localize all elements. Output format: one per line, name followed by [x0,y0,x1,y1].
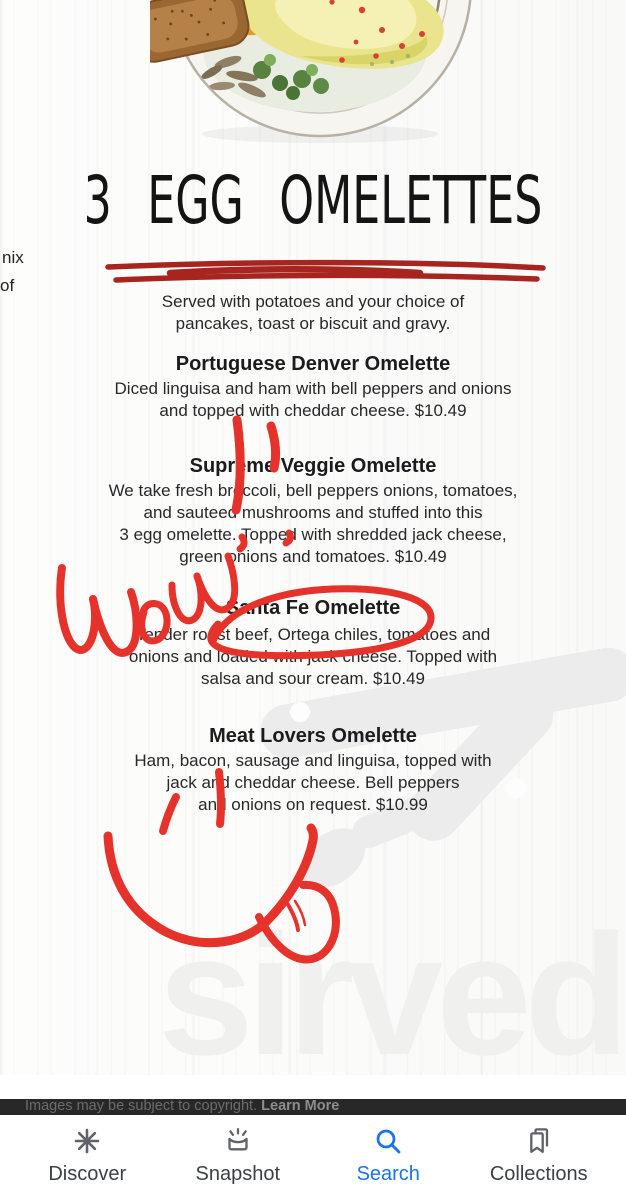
menu-item-desc-line: and onions on request. $10.99 [198,795,428,814]
menu-subtitle-line: Served with potatoes and your choice of [161,292,465,311]
adjacent-page-text-fragment: nix [2,248,24,267]
nav-label: Snapshot [195,1163,280,1185]
menu-item-desc-line: Diced linguisa and ham with bell peppers and onions [114,379,512,398]
menu-item-name: Santa Fe Omelette [225,597,401,619]
menu-subtitle-line: pancakes, toast or biscuit and gravy. [175,314,451,333]
menu-section-title: 3 EGG OMELETTES [83,162,543,239]
bottom-navigation-bar [0,1115,626,1200]
omelette-plate-photo [150,0,486,150]
discover-asterisk-icon [72,1124,102,1158]
menu-item-desc-line: We take fresh broccoli, bell peppers onions, tomatoes, [108,481,518,500]
snapshot-badge-icon [223,1124,253,1158]
menu-item-desc-line: Ham, bacon, sausage and linguisa, topped with [134,751,492,770]
nav-tab-search[interactable] [313,1115,464,1186]
menu-item-desc-line: and topped with cheddar cheese. $10.49 [159,401,467,420]
copyright-text: Images may be subject to copyright. Learn More [25,1099,340,1114]
menu-item-desc-line: green onions and tomatoes. $10.49 [179,547,447,566]
menu-item-name: Meat Lovers Omelette [209,725,417,747]
nav-tab-collections[interactable] [464,1115,615,1186]
menu-item-name: Portuguese Denver Omelette [175,353,451,375]
menu-item-desc-line: 3 egg omelette. Topped with shredded jack cheese, [119,525,507,544]
learn-more-link[interactable]: Learn More [261,1099,340,1114]
menu-item-desc-line: Tender roast beef, Ortega chiles, tomatoes and [135,625,491,644]
nav-tab-snapshot[interactable] [163,1115,314,1186]
menu-item-desc-line: onions and loaded with jack cheese. Topped with [128,647,498,666]
search-icon [373,1124,403,1158]
nav-label: Search [356,1163,420,1185]
nav-tab-discover[interactable] [12,1115,163,1186]
menu-item-name: Supreme Veggie Omelette [189,455,437,477]
copyright-bar [0,1099,626,1115]
menu-item-desc-line: and sauteed mushrooms and stuffed into this [143,503,483,522]
collections-bookmark-icon [524,1124,554,1158]
menu-item-desc-line: jack and cheddar cheese. Bell peppers [166,773,460,792]
adjacent-page-text-fragment: of [0,276,15,295]
menu-item-desc-line: salsa and sour cream. $10.49 [201,669,425,688]
sirved-text-watermark: sirved [158,899,623,1075]
nav-label: Discover [48,1163,127,1185]
nav-label: Collections [489,1163,588,1185]
